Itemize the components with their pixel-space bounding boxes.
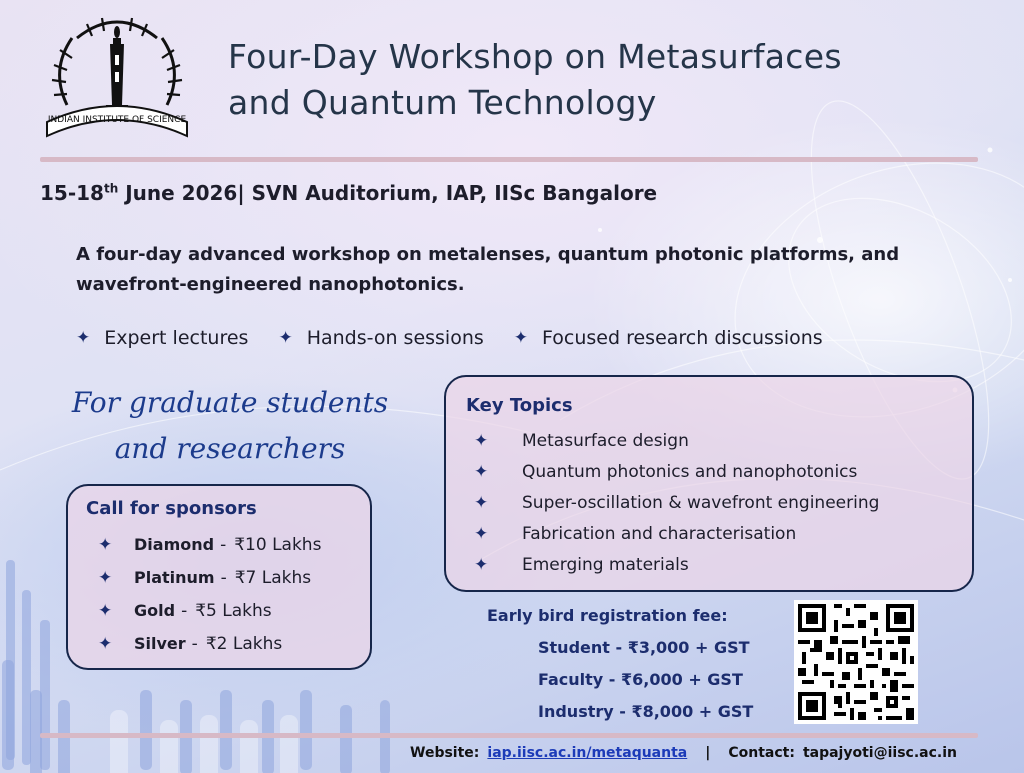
page-title [228,34,1008,126]
fee-faculty: Faculty - ₹6,000 + GST [538,670,743,689]
date-venue-line [40,181,657,205]
workshop-description: A four-day advanced workshop on metalenses, quantum photonic platforms, and wavefront-engineered nanophotonics. [76,244,900,295]
date-suffix: th [103,181,119,196]
event-venue: SVN Auditorium, IAP, IISc Bangalore [244,181,658,205]
sponsor-tier [98,627,321,660]
sponsor-list [98,528,321,660]
audience-line-1: For graduate students [71,386,389,419]
tier-name: Diamond [134,535,215,554]
bottom-divider [40,733,978,738]
tier-separator: - [191,633,198,654]
star-icon: ✦ [474,492,489,513]
tier-amount: ₹2 Lakhs [205,633,283,654]
star-icon: ✦ [76,328,91,348]
topic-label: Fabrication and characterisation [522,523,797,544]
tier-separator: - [220,567,227,588]
topic-label: Emerging materials [522,554,689,575]
topic-item [470,425,879,456]
svg-text:INDIAN INSTITUTE OF SCIENCE: INDIAN INSTITUTE OF SCIENCE [47,115,187,125]
iisc-logo [42,10,192,145]
topic-label: Metasurface design [522,430,689,451]
topic-list [470,425,879,580]
date-venue-separator: | [237,181,245,205]
sponsors-title: Call for sponsors [86,498,257,519]
star-icon: ✦ [98,567,113,588]
star-icon: ✦ [474,430,489,451]
sponsors-box [66,484,372,670]
topic-item [470,518,879,549]
audience-tagline [70,380,390,472]
star-icon: ✦ [98,633,113,654]
star-icon: ✦ [98,600,113,621]
tier-name: Silver [134,634,186,653]
tier-separator: - [220,534,227,555]
tier-separator: - [181,600,188,621]
footer-separator: | [705,745,711,761]
qr-code[interactable] [794,600,918,724]
highlights-row [76,327,823,349]
topic-item [470,549,879,580]
footer [410,745,957,761]
sponsor-tier [98,594,321,627]
sponsor-tier [98,528,321,561]
star-icon: ✦ [474,554,489,575]
star-icon: ✦ [278,328,293,348]
tier-amount: ₹10 Lakhs [234,534,322,555]
top-divider [40,157,978,162]
highlight-label: Expert lectures [104,327,249,349]
topic-item [470,456,879,487]
highlight-label: Hands-on sessions [306,327,484,349]
star-icon: ✦ [474,461,489,482]
topic-item [470,487,879,518]
contact-label: Contact: [728,745,795,761]
event-month: June 2026 [118,181,238,205]
topic-label: Quantum photonics and nanophotonics [522,461,858,482]
sponsor-tier [98,561,321,594]
topic-label: Super-oscillation & wavefront engineering [522,492,880,513]
star-icon: ✦ [474,523,489,544]
highlight-item [514,327,823,349]
tier-amount: ₹5 Lakhs [195,600,272,621]
fee-student: Student - ₹3,000 + GST [538,638,750,657]
highlight-label: Focused research discussions [542,327,823,349]
key-topics-box [444,375,974,592]
star-icon: ✦ [98,534,113,555]
audience-line-2: and researchers [114,432,346,465]
tier-name: Platinum [134,568,215,587]
key-topics-title: Key Topics [466,395,573,416]
highlight-item [76,327,248,349]
website-link[interactable]: iap.iisc.ac.in/metaquanta [487,745,688,761]
contact-email[interactable]: tapajyoti@iisc.ac.in [802,745,957,761]
event-date: 15-18 [40,181,104,205]
tier-name: Gold [134,601,176,620]
title-line-2: and Quantum Technology [228,83,657,122]
tier-amount: ₹7 Lakhs [234,567,312,588]
title-line-1: Four-Day Workshop on Metasurfaces [228,37,842,76]
fee-industry: Industry - ₹8,000 + GST [538,702,754,721]
star-icon: ✦ [513,328,529,348]
highlight-item [278,327,483,349]
registration-title: Early bird registration fee: [487,606,728,625]
website-label: Website: [410,745,480,761]
